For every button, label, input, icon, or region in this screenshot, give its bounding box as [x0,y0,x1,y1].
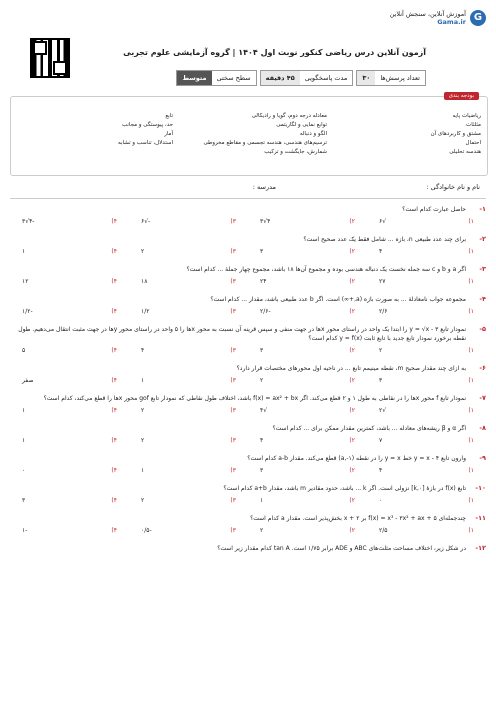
option-number: ۴) [111,218,117,225]
question-item [10,514,486,534]
question-number: ۱- [479,205,486,213]
answer-option[interactable] [129,248,248,255]
option-value: ۷ [379,437,383,444]
option-value: ۳ [22,497,26,504]
question-options [10,218,486,225]
option-number: ۳) [230,278,236,285]
option-number: ۴) [111,308,117,315]
answer-option[interactable] [129,218,248,225]
answer-option[interactable] [367,278,486,285]
question-text: به ازای چند مقدار صحیح m، نقطه مینیمم تابع ... در ناحیه اول محورهای مختصات قرار دارد؟ [236,365,466,372]
answer-option[interactable] [248,248,367,255]
question-text: چندجمله‌ای f(x) = x³ - ۳x² + ax + ۵ بر x + ۲ بخش‌پذیر است. مقدار a کدام است؟ [250,515,466,522]
option-value: ۱ [22,437,26,444]
qr-code-icon [30,38,70,78]
option-value: ۰ [379,497,383,504]
option-number: ۴) [111,407,117,414]
option-number: ۱) [468,218,474,225]
option-number: ۲) [349,407,355,414]
answer-option[interactable] [367,347,486,354]
topics-box [10,93,488,176]
question-item [10,394,486,414]
exam-title: آزمون آنلاین درس ریاضی کنکور نوبت اول ۱۴۰۴ | گروه آزمایشی علوم تجربی [123,48,426,57]
option-value: ۴ [379,467,383,474]
option-value: ۵ [22,347,26,354]
option-value: ۲ [141,407,145,414]
question-options [10,347,486,354]
badge-duration: مدت پاسخگویی ۴۵ دقیقه [260,70,354,86]
option-number: ۳) [230,497,236,504]
option-number: ۲) [349,497,355,504]
option-value: صفر [22,377,34,384]
option-value: -۴√۳ [22,218,35,225]
question-options [10,377,486,384]
answer-option[interactable] [248,347,367,354]
option-number: ۴) [111,248,117,255]
option-number: ۲) [349,527,355,534]
question-item [10,424,486,444]
question-options [10,278,486,285]
option-number: ۲) [349,218,355,225]
answer-option[interactable] [367,497,486,504]
question-number: ۱۲- [475,544,486,552]
option-value: -۱/۲ [22,308,33,315]
option-number: ۲) [349,467,355,474]
questions-list [10,205,486,563]
answer-option[interactable] [10,308,129,315]
answer-option[interactable] [10,278,129,285]
question-options [10,407,486,414]
question-item [10,454,486,474]
answer-option[interactable] [248,377,367,384]
option-value: ۲ [141,248,145,255]
question-text: اگر a و b و c سه جمله نخست یک دنباله هندسی بوده و مجموع آن‌ها ۱۸ باشد، مجموع چهار جملهٔ ... کدام است؟ [186,266,466,273]
answer-option[interactable] [10,497,129,504]
answer-option[interactable] [129,278,248,285]
question-number: ۲- [479,235,486,243]
answer-option[interactable] [367,467,486,474]
option-value: ۱ [22,407,26,414]
topic-item: حد، پیوستگی و مجانب [122,122,173,128]
site-url: Gama.ir [437,18,466,26]
question-text: برای چند عدد طبیعی n، بازه ... شامل فقط یک عدد صحیح است؟ [303,236,466,243]
student-name-label: نام و نام خانوادگی : [426,183,480,191]
option-value: ۳ [260,467,264,474]
answer-option[interactable] [129,497,248,504]
answer-option[interactable] [248,308,367,315]
option-number: ۲) [349,308,355,315]
answer-option[interactable] [248,278,367,285]
topic-item: احتمال [465,140,481,146]
option-value: ۰ [22,467,26,474]
question-number: ۶- [479,364,486,372]
answer-option[interactable] [129,467,248,474]
option-number: ۴) [111,527,117,534]
question-text: نمودار تابع f محور xها را در نقاطی به طول ۱ و ۲ قطع می‌کند. اگر f(x) = ax² + bx باشد، اختلاف طول نقاطی که نمودار تابع gof محور xها را قطع می‌کند، کدام است؟ [43,395,466,402]
option-number: ۱) [468,347,474,354]
answer-option[interactable] [10,467,129,474]
answer-option[interactable] [248,218,367,225]
option-number: ۳) [230,218,236,225]
option-number: ۱) [468,248,474,255]
question-number: ۱۰- [475,484,486,492]
topic-item: هندسه تحلیلی [449,149,481,155]
option-number: ۴) [111,437,117,444]
topic-item: مثلثات [466,122,481,128]
answer-option[interactable] [129,437,248,444]
answer-option[interactable] [367,527,486,534]
answer-option[interactable] [10,248,129,255]
question-item [10,484,486,504]
option-value: ۱/۲ [141,308,150,315]
topics-label: بودجه بندی [444,92,479,100]
question-number: ۳- [479,265,486,273]
question-item [10,544,486,553]
option-number: ۲) [349,278,355,285]
answer-option[interactable] [248,467,367,474]
question-text: تابع f(x) در بازهٔ [۰,k] نزولی است. اگر k ... باشد، حدود مقادیر m باشد، مقدار a+b کدام است؟ [223,485,466,492]
option-number: ۳) [230,407,236,414]
site-logo[interactable] [390,10,486,26]
option-number: ۴) [111,377,117,384]
answer-option[interactable] [10,437,129,444]
option-value: ۲ [260,527,264,534]
option-value: -√۶ [141,218,151,225]
question-number: ۸- [479,424,486,432]
option-value: ۲/۶ [379,308,388,315]
question-text: در شکل زیر، اختلاف مساحت مثلث‌های ABC و ADE برابر ۱/۷۵ است. tan A کدام مقدار زیر است؟ [217,545,466,552]
answer-option[interactable] [10,527,129,534]
badge-difficulty: سطح سختی متوسط [176,70,256,86]
option-number: ۴) [111,347,117,354]
question-text: وارون تابع y = x - ۴ خط y = x را در نقطه (a,-۱) قطع می‌کند. مقدار a-b کدام است؟ [247,455,466,462]
option-value: √۲ [379,407,387,414]
topic-item: ترسیم‌های هندسی، هندسه تجسمی و مقاطع مخروطی [203,140,327,146]
option-value: ۲۴ [260,278,267,285]
option-number: ۱) [468,278,474,285]
question-number: ۵- [479,325,486,333]
topics-list [19,113,481,155]
question-number: ۷- [479,394,486,402]
option-value: -۱ [22,527,28,534]
question-text: نمودار تابع y = √x - ۳ را ابتدا یک واحد در راستای محور xها در جهت منفی و سپس قرینه آن نسبت به محور xها را ۵ واحد در راستای محور yها در جهت مثبت انتقال می‌دهیم. طول نقطه برخورد نمودار تابع جدید با تابع ثابت y = f(x) کدام است؟ [18,326,466,342]
option-value: ۴ [260,437,264,444]
option-number: ۱) [468,437,474,444]
topic-item: مشتق و کاربردهای آن [430,131,481,137]
answer-option[interactable] [129,527,248,534]
site-name: آموزش آنلاین، سنجش آنلاین [389,10,466,18]
question-text: اگر α و β ریشه‌های معادله ... باشد، کمترین مقدار ممکن برای ... کدام است؟ [272,425,466,432]
answer-option[interactable] [367,218,486,225]
topic-item: توابع نمایی و لگاریتمی [276,122,327,128]
option-number: ۴) [111,497,117,504]
option-number: ۲) [349,437,355,444]
answer-option[interactable] [129,347,248,354]
option-number: ۱) [468,308,474,315]
option-number: ۳) [230,377,236,384]
topic-item: الگو و دنباله [299,131,327,137]
option-number: ۴) [111,467,117,474]
answer-option[interactable] [367,437,486,444]
answer-option[interactable] [10,377,129,384]
answer-option[interactable] [129,377,248,384]
question-options [10,248,486,255]
option-value: ۲ [379,347,383,354]
option-number: ۳) [230,437,236,444]
answer-option[interactable] [248,437,367,444]
answer-option[interactable] [129,407,248,414]
option-value: ۳ [260,248,264,255]
option-value: ۱۸ [141,278,148,285]
option-number: ۳) [230,347,236,354]
option-value: ۲ [260,377,264,384]
school-label: مدرسه : [252,183,276,191]
option-number: ۲) [349,248,355,255]
question-item [10,205,486,225]
option-value: ۱ [260,497,264,504]
answer-option[interactable] [10,407,129,414]
option-number: ۱) [468,407,474,414]
option-value: ۱۲ [22,278,29,285]
answer-option[interactable] [367,377,486,384]
answer-option[interactable] [248,407,367,414]
option-value: -۲/۶ [260,308,271,315]
option-number: ۳) [230,467,236,474]
answer-option[interactable] [367,308,486,315]
question-number: ۹- [479,454,486,462]
question-options [10,467,486,474]
question-number: ۱۱- [475,514,486,522]
answer-option[interactable] [10,218,129,225]
option-value: ۱ [141,377,145,384]
option-number: ۱) [468,527,474,534]
topic-item: استدلال، تناسب و تشابه [118,140,173,146]
badge-question-count: تعداد پرسش‌ها ۳۰ [356,70,426,86]
question-item [10,364,486,384]
question-options [10,497,486,504]
question-text: حاصل عبارت کدام است؟ [402,206,466,213]
option-number: ۲) [349,347,355,354]
question-item [10,265,486,285]
option-number: ۳) [230,527,236,534]
topic-item: آمار [164,131,173,137]
option-number: ۴) [111,278,117,285]
option-value: ۱ [22,248,26,255]
answer-option[interactable] [248,497,367,504]
option-value: ۴√۳ [260,218,271,225]
option-value: ۳ [379,377,383,384]
question-text: مجموعه جواب نامعادلهٔ ... به صورت بازه (a,+∞) است. اگر b عدد طبیعی باشد، مقدار ... کدام است؟ [210,296,466,303]
option-number: ۳) [230,248,236,255]
answer-option[interactable] [367,407,486,414]
option-value: ۲۷ [379,278,386,285]
option-value: ۴ [141,347,145,354]
topic-item: شمارش، جایگشت و ترکیب [264,149,327,155]
option-value: √۶ [379,218,387,225]
divider [10,198,486,199]
question-options [10,527,486,534]
option-number: ۳) [230,308,236,315]
answer-option[interactable] [367,248,486,255]
option-value: ۲ [141,437,145,444]
gama-logo-icon: G [470,10,486,26]
exam-badges [176,70,426,86]
topic-item: تابع [165,113,173,119]
option-value: ۲ [141,497,145,504]
question-item [10,235,486,255]
option-number: ۱) [468,467,474,474]
question-options [10,437,486,444]
option-value: ۲/۵ [379,527,388,534]
option-value: ۴ [379,248,383,255]
option-value: ۳ [260,347,264,354]
question-item [10,295,486,315]
question-options [10,308,486,315]
option-number: ۱) [468,497,474,504]
question-item [10,325,486,354]
option-value: -۰/۵ [141,527,152,534]
option-number: ۱) [468,377,474,384]
question-number: ۴- [479,295,486,303]
option-value: √۴ [260,407,268,414]
option-number: ۲) [349,377,355,384]
answer-option[interactable] [248,527,367,534]
answer-option[interactable] [10,347,129,354]
topic-item: ریاضیات پایه [452,113,481,119]
answer-option[interactable] [129,308,248,315]
option-value: ۱ [141,467,145,474]
topic-item: معادله درجه دوم، گویا و رادیکالی [251,113,327,119]
